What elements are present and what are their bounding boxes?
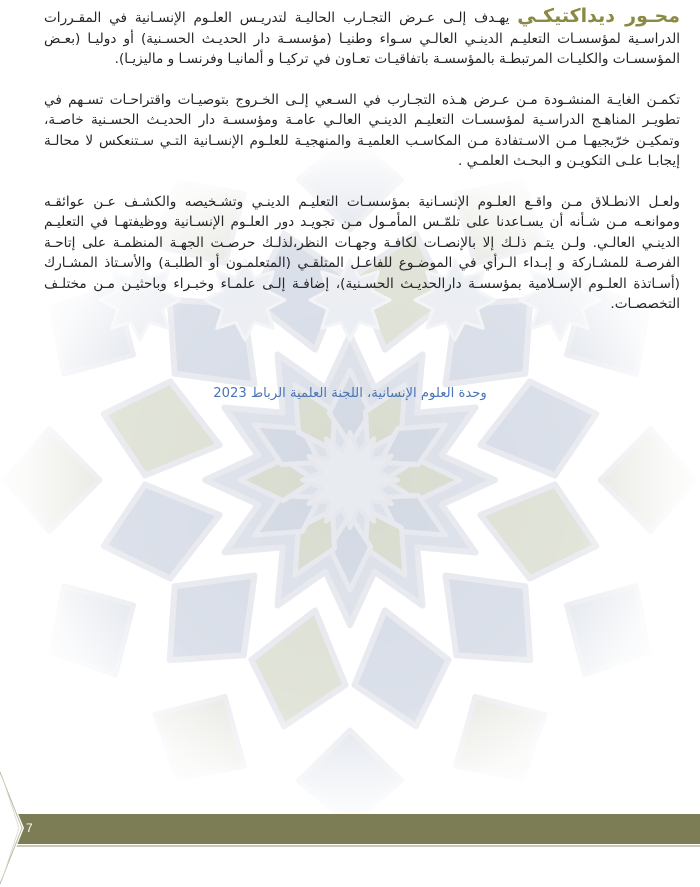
approach-paragraph: ولعـل الانطـلاق مـن واقـع العلـوم الإنسـانية بمؤسسـات التعليـم الدينـي وتشـخيصه والكشـف عـن عوائقـه وموانعـه مـن شـأنه أن يسـاعدنا على تلمّـس المأمـول مـن تجويـد دور العلـوم الإنسـانية ووظيفتهـا في التعليـم الدينـي العالـي. ولـن يتـم ذلـك إلا بالإنصـات لكافـة وجهـات النظر،لذلـك حرصـت الجهـة المنظمـة على إتاحـة الفرصـة للمشـاركة و إبـداء الـرأي في الموضـوع للفاعـل المتلقـي (المتعلمـون أو الطلبـة) والأسـتاذ المشـارك (أسـاتذة العلـوم الإسـلامية بمؤسسـة دارالحديـث الحسـنية)، إضافـة إلـى علمـاء وخبـراء وباحثيـن مـن مختلـف التخصصـات. — [44, 193, 680, 312]
signature-line: وحدة العلوم الإنسانية، اللجنة العلمية الرباط 2023 — [213, 386, 487, 401]
page-number: 7 — [26, 821, 33, 835]
section-heading: محـور ديداكتيكـي — [517, 5, 680, 27]
main-text-block — [44, 6, 680, 335]
goal-paragraph: تكمـن الغايـة المنشـودة مـن عـرض هـذه التجـارب في السـعي إلـى الخـروج بتوصيـات واقتراحـات تسـهم في تطويـر المناهـج الدراسـية لمؤسسـات التعليـم الدينـي العالـي عامـة ومؤسسـة دار الحديـث الحسـنية خاصـة، وتمكيـن خرّيجيهـا مـن الاسـتفادة مـن المكاسـب العلميـة والمنهجيـة للعلـوم الإنسـانية التـي سـتنعكس لا محالـة إيجابـا علـى التكويـن و البحـث العلمـي . — [44, 91, 680, 169]
intro-paragraph — [44, 6, 680, 70]
footer-stripe — [0, 845, 700, 847]
intro-paragraph-text: يهـدف إلـى عـرض التجـارب الحاليـة لتدريـس العلـوم الإنسـانية في المقـررات الدراسـية لمؤسسـات التعليـم الدينـي العالـي سـواء وطنيـا (مؤسسـة دار الحديـث الحسـنية) أو دوليـا (بعـض المؤسسـات والكليـات المرتبطـة بالمؤسسـة باتفاقيـات تعـاون في تركيـا و ألمانيـا وفرنسـا و ماليزيـا). — [44, 10, 680, 67]
footer-bar — [0, 814, 700, 844]
